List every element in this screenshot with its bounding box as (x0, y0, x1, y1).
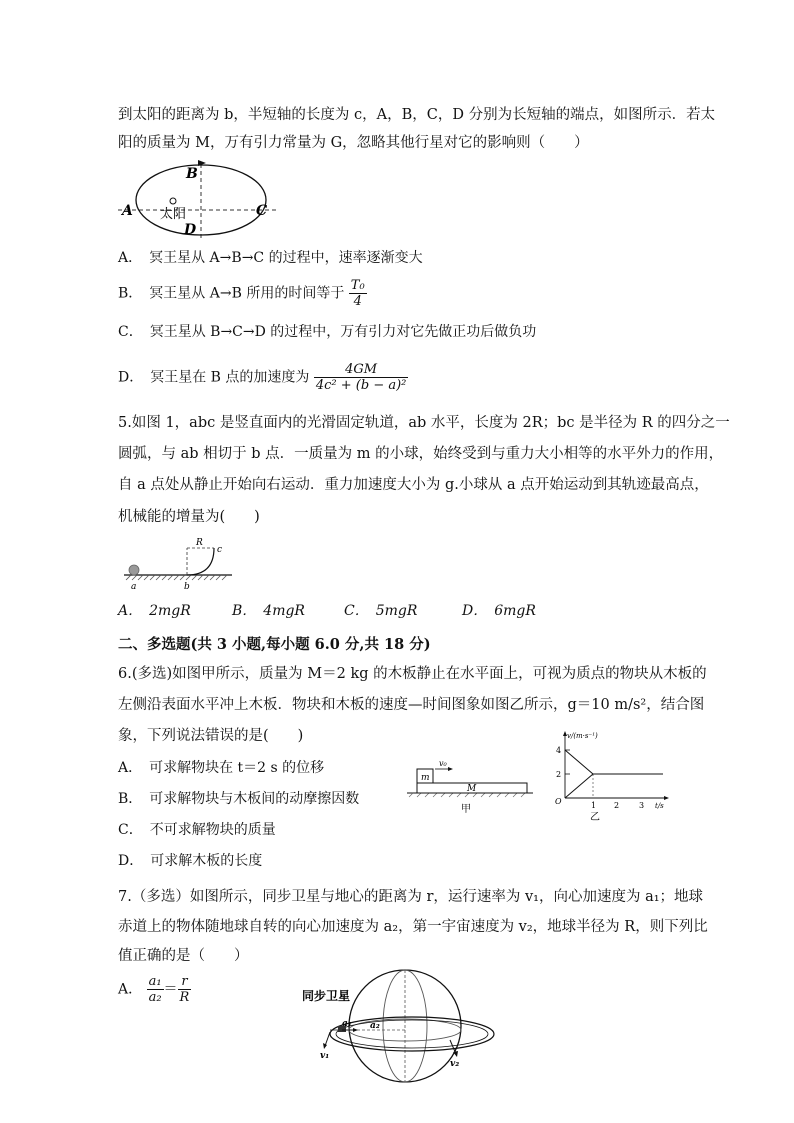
q4-option-a: A． 冥王星从 A→B→C 的过程中，速率逐渐变大 (118, 250, 423, 266)
q5-fig-label-c: c (217, 545, 223, 555)
q5-fig-label-r: R (196, 538, 203, 548)
q4-option-b-denominator: 4 (353, 294, 362, 309)
q6-jia-caption: 甲 (461, 804, 471, 815)
q5-text-line3: 自 a 点处从静止开始向右运动．重力加速度大小为 g.小球从 a 点开始运动到其轨迹最高点， (118, 477, 709, 493)
q5-fig-label-a: a (131, 582, 137, 592)
q6-option-c: C． 不可求解物块的质量 (118, 822, 276, 838)
q6-yi-ylabel: v/(m·s⁻¹) (567, 732, 598, 740)
q4-fig-label-b: B (186, 166, 198, 182)
q4-option-b-fraction (349, 278, 367, 309)
q6-jia-label-v0: v₀ (439, 759, 447, 768)
q6-text-line3: 象，下列说法错误的是( ) (118, 728, 304, 744)
q6-yi-tick-2: 2 (556, 770, 562, 779)
q6-text-line1: 6.(多选)如图甲所示，质量为 M＝2 kg 的木板静止在水平面上，可视为质点的物块从木板的 (118, 666, 707, 682)
q7-text-line2: 赤道上的物体随地球自转的向心加速度为 a₂，第一宇宙速度为 v₂，地球半径为 R，则下列比 (118, 919, 708, 935)
q6-jia-label-big-m: M (467, 784, 477, 794)
q4-option-d-denominator: 4c² + (b − a)² (315, 378, 407, 393)
q4-fig-label-sun: 太阳 (160, 207, 187, 222)
q5-text-line1: 5.如图 1，abc 是竖直面内的光滑固定轨道，ab 水平，长度为 2R；bc 是半径为 R 的四分之一 (118, 415, 730, 431)
section-multiple-choice-header: 二、多选题(共 3 小题,每小题 6.0 分,共 18 分) (118, 636, 431, 653)
q6-yi-block-velocity-line (565, 750, 593, 774)
q6-figure-yi-vt-graph (553, 728, 678, 823)
q7-option-a-right-numerator: r (178, 974, 192, 990)
q7-option-a-equals: ＝ (163, 981, 178, 998)
q4-text-line2: 阳的质量为 M，万有引力常量为 G，忽略其他行星对它的影响则（ ） (118, 135, 589, 151)
q7-text-line3: 值正确的是（ ） (118, 948, 249, 964)
q7-earth-satellite-figure (300, 968, 500, 1098)
q4-option-c: C． 冥王星从 B→C→D 的过程中，万有引力对它先做正功后做负功 (118, 324, 537, 340)
q4-option-d-fraction (314, 362, 409, 393)
q4-option-d-numerator: 4GM (314, 362, 409, 378)
q7-fig-label-sync-satellite: 同步卫星 (302, 989, 351, 1003)
q5-fig-label-b: b (184, 582, 190, 592)
q4-ellipse-figure (118, 160, 278, 240)
q6-yi-tick-x2: 2 (614, 801, 620, 810)
q6-figure-jia (405, 755, 535, 817)
q4-option-b-numerator: T₀ (350, 278, 365, 293)
q4-option-b-text: B． 冥王星从 A→B 所用的时间等于 (118, 285, 345, 302)
q6-yi-xlabel: t/s (655, 802, 664, 810)
q4-option-d (118, 362, 408, 393)
q5-text-line4: 机械能的增量为( ) (118, 509, 260, 525)
q7-option-a-label: A． (118, 981, 143, 998)
q5-option-c: C． 5mgR (344, 603, 418, 619)
q7-text-line1: 7.（多选）如图所示，同步卫星与地心的距离为 r，运行速率为 v₁，向心加速度为 a₁；地球 (118, 889, 704, 905)
q4-fig-label-d: D (184, 222, 197, 238)
q5-text-line2: 圆弧，与 ab 相切于 b 点．一质量为 m 的小球，始终受到与重力大小相等的水平外力的作用， (118, 446, 724, 462)
q4-option-d-text: D． 冥王星在 B 点的加速度为 (118, 369, 310, 386)
q7-option-a-right-denominator: R (179, 990, 190, 1005)
q4-fig-label-c: C (256, 203, 268, 219)
q6-yi-tick-x3: 3 (639, 801, 645, 810)
q7-option-a-right-fraction (178, 974, 192, 1005)
q7-fig-label-a2: a₂ (370, 1021, 380, 1031)
q5-option-a: A． 2mgR (118, 603, 191, 619)
q5-track-figure (122, 536, 237, 592)
q7-fig-label-v1: v₁ (320, 1051, 330, 1061)
q6-yi-origin: O (555, 797, 562, 806)
q6-yi-tick-4: 4 (556, 746, 562, 755)
q7-fig-label-a1: a₁ (342, 1019, 352, 1029)
q5-option-b: B． 4mgR (232, 603, 305, 619)
q4-fig-label-a: A (122, 203, 133, 219)
q7-option-a-left-fraction (147, 974, 164, 1005)
q6-yi-caption: 乙 (590, 812, 600, 823)
q5-option-d: D． 6mgR (462, 603, 536, 619)
q7-option-a-left-denominator: a₂ (148, 990, 162, 1005)
q6-option-d: D． 可求解木板的长度 (118, 853, 263, 869)
q4-option-b (118, 278, 367, 309)
q6-text-line2: 左侧沿表面水平冲上木板．物块和木板的速度—时间图象如图乙所示，g＝10 m/s²，结合图 (118, 697, 705, 713)
q6-option-b: B． 可求解物块与木板间的动摩擦因数 (118, 791, 360, 807)
q6-option-a: A． 可求解物块在 t＝2 s 的位移 (118, 760, 325, 776)
q6-yi-board-velocity-line (565, 774, 593, 798)
q6-yi-tick-x1: 1 (591, 801, 597, 810)
q7-fig-label-v2: v₂ (450, 1059, 460, 1069)
q6-jia-label-m: m (421, 773, 430, 783)
q7-option-a-left-numerator: a₁ (148, 974, 162, 989)
q7-option-a (118, 974, 191, 1005)
q4-text-line1: 到太阳的距离为 b，半短轴的长度为 c，A，B，C，D 分别为长短轴的端点，如图所示．若太 (118, 107, 716, 123)
